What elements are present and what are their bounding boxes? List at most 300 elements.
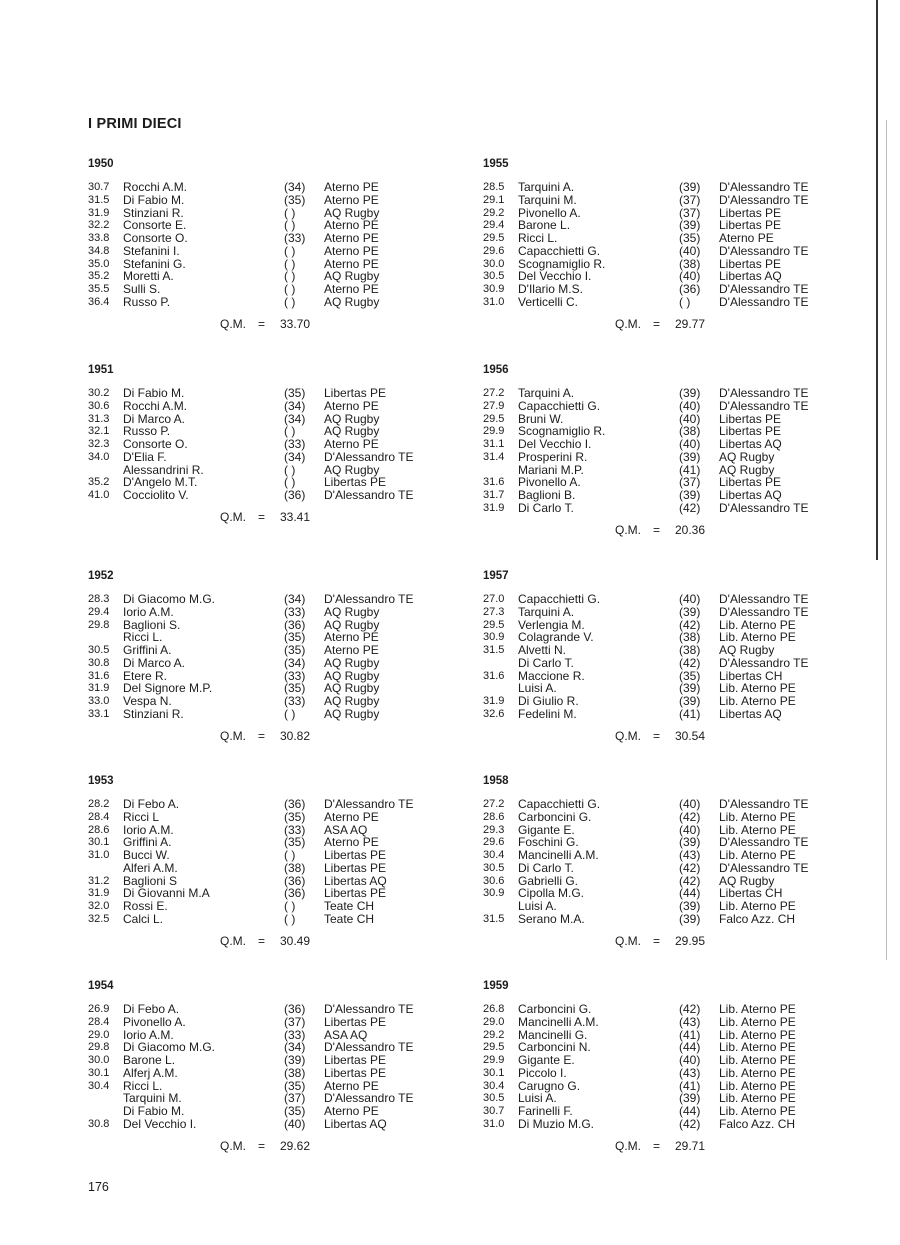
result-row — [483, 400, 863, 413]
athlete-year: (34) — [284, 1040, 306, 1055]
result-time: 31.9 — [88, 206, 110, 219]
athlete-name: Capacchietti G. — [518, 243, 601, 258]
athlete-year: (36) — [284, 488, 306, 502]
club-name: Falco Azz. CH — [719, 911, 796, 926]
athlete-year: (36) — [284, 1002, 306, 1016]
average-label: Q.M. — [615, 728, 641, 743]
athlete-year: (38) — [679, 643, 701, 657]
athlete-year: (41) — [679, 706, 701, 721]
average-label: Q.M. — [220, 509, 246, 524]
athlete-name: Di Fabio M. — [123, 192, 185, 207]
result-row — [88, 862, 468, 875]
average-label: Q.M. — [615, 522, 641, 537]
athlete-name: Di Marco A. — [123, 411, 186, 426]
club-name: D'Alessandro TE — [719, 243, 809, 258]
results-list — [88, 593, 468, 721]
athlete-year: (34) — [284, 180, 306, 194]
average-value: 33.70 — [280, 316, 311, 331]
result-row — [483, 708, 863, 721]
result-time: 32.3 — [88, 438, 110, 450]
athlete-name: Mancinelli A.M. — [518, 848, 599, 862]
average-value: 29.71 — [675, 1138, 706, 1153]
athlete-year: (42) — [679, 617, 701, 632]
athlete-name: Tarquini A. — [518, 180, 575, 194]
athlete-year: (38) — [679, 424, 701, 439]
results-list — [88, 1003, 468, 1131]
athlete-year: (35) — [284, 630, 306, 645]
athlete-year: ( ) — [284, 218, 296, 233]
result-row — [88, 181, 468, 194]
athlete-year: (40) — [679, 1053, 701, 1067]
athlete-name: Del Signore M.P. — [123, 681, 213, 696]
athlete-name: Colagrande V. — [518, 630, 594, 645]
result-row — [88, 657, 468, 670]
athlete-year: (39) — [679, 694, 701, 708]
athlete-name: Di Fabio M. — [123, 386, 185, 400]
club-name: Aterno PE — [324, 243, 379, 258]
athlete-year: (35) — [284, 192, 306, 207]
result-time: 30.2 — [88, 387, 110, 399]
athlete-year: ( ) — [284, 475, 296, 490]
club-name: Libertas PE — [719, 475, 782, 490]
scan-edge-line — [876, 0, 878, 560]
athlete-name: Di Carlo T. — [518, 500, 574, 515]
result-time: 27.0 — [483, 593, 505, 605]
section-year: 1957 — [483, 570, 509, 582]
result-time: 36.4 — [88, 295, 110, 308]
club-name: D'Alessandro TE — [719, 282, 809, 296]
result-row — [483, 232, 863, 245]
result-time: 35.5 — [88, 283, 110, 295]
club-name: AQ Rugby — [324, 269, 380, 284]
athlete-name: Sulli S. — [123, 282, 161, 296]
club-name: Lib. Aterno PE — [719, 1065, 796, 1080]
result-time: 30.4 — [88, 1079, 110, 1092]
athlete-year: (42) — [679, 655, 701, 670]
athlete-name: Gigante E. — [518, 1053, 575, 1067]
athlete-name: Di Giacomo M.G. — [123, 1040, 216, 1055]
result-row — [483, 644, 863, 657]
result-row — [483, 849, 863, 862]
section-year: 1959 — [483, 980, 509, 992]
result-row — [88, 387, 468, 400]
athlete-name: Pivonello A. — [518, 475, 581, 490]
athlete-year: (43) — [679, 1065, 701, 1080]
athlete-name: Di Giacomo M.G. — [123, 592, 216, 606]
athlete-name: Verlengia M. — [518, 617, 585, 632]
result-time: 31.4 — [483, 450, 505, 463]
athlete-name: Gigante E. — [518, 822, 575, 837]
athlete-year: (33) — [284, 822, 306, 837]
result-row — [88, 400, 468, 413]
average-label: Q.M. — [615, 316, 641, 331]
club-name: D'Alessandro TE — [719, 835, 809, 850]
result-time: 30.5 — [483, 270, 505, 283]
athlete-name: Luisi A. — [518, 899, 557, 913]
athlete-name: Iorio A.M. — [123, 822, 174, 837]
athlete-name: Fedelini M. — [518, 706, 577, 721]
athlete-year: (38) — [679, 256, 701, 271]
results-list — [483, 181, 863, 309]
club-name: Lib. Aterno PE — [719, 630, 796, 645]
athlete-year: (39) — [679, 681, 701, 696]
club-name: D'Alessandro TE — [719, 180, 809, 194]
result-time: 31.1 — [483, 438, 505, 450]
results-list — [483, 1003, 863, 1131]
club-name: AQ Rugby — [324, 694, 380, 708]
athlete-year: (38) — [679, 630, 701, 645]
athlete-name: Barone L. — [123, 1053, 176, 1067]
result-time: 30.5 — [88, 644, 110, 656]
average-line — [88, 317, 468, 331]
club-name: Lib. Aterno PE — [719, 809, 796, 824]
athlete-name: Luisi A. — [518, 681, 557, 696]
club-name: Lib. Aterno PE — [719, 1091, 796, 1106]
result-time: 33.8 — [88, 232, 110, 244]
athlete-name: Mancinelli G. — [518, 1027, 588, 1042]
athlete-year: (42) — [679, 873, 701, 888]
result-time: 34.0 — [88, 450, 110, 463]
athlete-year: (40) — [679, 411, 701, 426]
athlete-year: (42) — [679, 1116, 701, 1131]
athlete-name: Rossi E. — [123, 899, 168, 913]
result-row — [88, 593, 468, 606]
athlete-name: Capacchietti G. — [518, 592, 601, 606]
result-time: 31.3 — [88, 412, 110, 425]
athlete-year: (35) — [679, 668, 701, 683]
athlete-year: (35) — [284, 386, 306, 400]
athlete-name: Di Febo A. — [123, 1002, 180, 1016]
result-time: 32.6 — [483, 707, 505, 720]
athlete-year: (44) — [679, 1104, 701, 1118]
athlete-name: Di Muzio M.G. — [518, 1116, 595, 1131]
equals-sign: = — [258, 1138, 266, 1153]
club-name: ASA AQ — [324, 822, 368, 837]
average-value: 29.62 — [280, 1138, 311, 1153]
athlete-name: D'Ilario M.S. — [518, 282, 583, 296]
club-name: Libertas PE — [719, 411, 782, 426]
average-label: Q.M. — [615, 933, 641, 948]
athlete-name: Carboncini N. — [518, 1040, 591, 1055]
athlete-name: Del Vecchio I. — [518, 437, 592, 451]
athlete-name: Baglioni B. — [518, 488, 576, 502]
result-time: 28.2 — [88, 798, 110, 810]
athlete-year: (42) — [679, 1002, 701, 1016]
result-row — [483, 1054, 863, 1067]
result-time: 27.9 — [483, 399, 505, 412]
result-time: 32.2 — [88, 219, 110, 232]
club-name: D'Alessandro TE — [324, 1002, 414, 1016]
result-row — [88, 1054, 468, 1067]
athlete-year: (36) — [284, 797, 306, 811]
athlete-year: (39) — [679, 899, 701, 913]
result-time: 33.0 — [88, 695, 110, 707]
result-row — [88, 296, 468, 309]
athlete-name: Capacchietti G. — [518, 398, 601, 413]
page-title: I PRIMI DIECI — [88, 116, 182, 132]
club-name: Falco Azz. CH — [719, 1116, 796, 1131]
year-section-1955 — [483, 156, 863, 331]
result-time: 29.6 — [483, 836, 505, 849]
year-section-1959 — [483, 978, 863, 1153]
athlete-year: ( ) — [284, 294, 296, 309]
club-name: Lib. Aterno PE — [719, 1040, 796, 1055]
athlete-name: Tarquini M. — [123, 1091, 182, 1106]
year-section-1954 — [88, 978, 468, 1153]
athlete-name: Di Giulio R. — [518, 694, 579, 708]
athlete-name: Scognamiglio R. — [518, 424, 606, 439]
average-value: 30.82 — [280, 728, 311, 743]
athlete-name: Ricci L. — [518, 231, 558, 245]
athlete-year: ( ) — [679, 294, 691, 309]
equals-sign: = — [258, 933, 266, 948]
athlete-year: (35) — [284, 809, 306, 824]
athlete-name: Scognamiglio R. — [518, 256, 606, 271]
athlete-year: (37) — [679, 475, 701, 490]
athlete-year: (39) — [679, 1091, 701, 1106]
result-row — [483, 1067, 863, 1080]
athlete-year: (41) — [679, 1027, 701, 1042]
athlete-year: ( ) — [284, 243, 296, 258]
club-name: Aterno PE — [324, 630, 379, 645]
section-year: 1952 — [88, 570, 114, 582]
athlete-name: Alvetti N. — [518, 643, 567, 657]
year-section-1950 — [88, 156, 468, 331]
athlete-name: Carugno G. — [518, 1078, 581, 1093]
athlete-name: Tarquini A. — [518, 386, 575, 400]
club-name: Aterno PE — [324, 643, 379, 657]
athlete-name: Stefanini I. — [123, 243, 180, 258]
club-name: Lib. Aterno PE — [719, 1104, 796, 1118]
athlete-name: Carboncini G. — [518, 1002, 592, 1016]
athlete-year: (35) — [284, 1078, 306, 1093]
athlete-year: (39) — [679, 180, 701, 194]
equals-sign: = — [653, 728, 661, 743]
athlete-name: Di Giovanni M.A — [123, 886, 210, 901]
club-name: AQ Rugby — [324, 706, 380, 721]
result-time: 31.2 — [88, 874, 110, 887]
club-name: AQ Rugby — [324, 294, 380, 309]
average-value: 33.41 — [280, 509, 311, 524]
result-time: 30.9 — [483, 283, 505, 295]
result-time: 31.7 — [483, 489, 505, 501]
athlete-year: ( ) — [284, 256, 296, 271]
results-list — [88, 798, 468, 926]
athlete-name: Consorte E. — [123, 218, 187, 233]
result-time: 29.2 — [483, 206, 505, 219]
result-time: 27.2 — [483, 798, 505, 810]
equals-sign: = — [653, 933, 661, 948]
club-name: Lib. Aterno PE — [719, 1002, 796, 1016]
club-name: D'Alessandro TE — [719, 386, 809, 400]
result-row — [483, 387, 863, 400]
average-value: 30.54 — [675, 728, 706, 743]
result-row — [88, 811, 468, 824]
result-time: 28.4 — [88, 810, 110, 823]
athlete-name: Stinziani R. — [123, 706, 184, 721]
club-name: Lib. Aterno PE — [719, 899, 796, 913]
result-row — [88, 1118, 468, 1131]
club-name: AQ Rugby — [324, 604, 380, 619]
club-name: Libertas AQ — [719, 488, 782, 502]
club-name: AQ Rugby — [324, 681, 380, 696]
equals-sign: = — [258, 316, 266, 331]
result-time: 31.0 — [88, 849, 110, 861]
result-row — [483, 438, 863, 451]
athlete-name: Di Marco A. — [123, 655, 186, 670]
result-row — [483, 862, 863, 875]
result-time: 30.1 — [88, 1066, 110, 1079]
result-row — [88, 695, 468, 708]
average-line — [483, 317, 863, 331]
result-time: 29.5 — [483, 412, 505, 425]
club-name: D'Alessandro TE — [324, 1091, 414, 1106]
result-time: 31.9 — [88, 682, 110, 695]
result-time: 27.3 — [483, 605, 505, 618]
athlete-year: (42) — [679, 809, 701, 824]
result-time: 29.0 — [483, 1015, 505, 1028]
year-section-1951 — [88, 362, 468, 524]
athlete-name: Ricci L. — [123, 1078, 163, 1093]
result-time: 28.4 — [88, 1015, 110, 1028]
result-time: 30.1 — [483, 1066, 505, 1079]
average-value: 20.36 — [675, 522, 706, 537]
result-time: 31.6 — [483, 476, 505, 489]
result-row — [88, 606, 468, 619]
result-time: 30.8 — [88, 1117, 110, 1130]
club-name: Libertas PE — [324, 886, 387, 901]
athlete-name: Russo P. — [123, 424, 171, 439]
result-row — [88, 708, 468, 721]
athlete-year: (38) — [284, 860, 306, 875]
club-name: Libertas PE — [324, 1065, 387, 1080]
athlete-name: Alferj A.M. — [123, 1065, 178, 1080]
athlete-year: (40) — [679, 592, 701, 606]
club-name: D'Alessandro TE — [719, 655, 809, 670]
year-section-1952 — [88, 568, 468, 743]
results-list — [483, 593, 863, 721]
club-name: Libertas PE — [719, 218, 782, 233]
athlete-name: Tarquini A. — [518, 604, 575, 619]
result-time: 30.6 — [483, 874, 505, 887]
athlete-year: (43) — [679, 1014, 701, 1029]
result-row — [88, 1105, 468, 1118]
result-time: 29.8 — [88, 618, 110, 631]
year-section-1958 — [483, 773, 863, 948]
result-row — [483, 593, 863, 606]
club-name: Aterno PE — [324, 282, 379, 296]
result-time: 28.5 — [483, 181, 505, 193]
year-section-1957 — [483, 568, 863, 743]
result-time: 29.4 — [88, 605, 110, 618]
athlete-name: Moretti A. — [123, 269, 174, 284]
equals-sign: = — [258, 728, 266, 743]
club-name: Libertas CH — [719, 668, 783, 683]
result-row — [88, 849, 468, 862]
club-name: Libertas PE — [719, 256, 782, 271]
section-year: 1951 — [88, 364, 114, 376]
result-time: 30.9 — [483, 887, 505, 900]
result-time: 26.8 — [483, 1003, 505, 1015]
athlete-name: Alferi A.M. — [123, 860, 178, 875]
club-name: Aterno PE — [324, 180, 379, 194]
result-time: 30.0 — [483, 257, 505, 270]
athlete-name: Russo P. — [123, 294, 171, 309]
equals-sign: = — [258, 509, 266, 524]
result-row — [88, 1016, 468, 1029]
athlete-name: Serano M.A. — [518, 911, 585, 926]
athlete-name: Luisi A. — [518, 1091, 557, 1106]
results-list — [483, 798, 863, 926]
athlete-year: (39) — [679, 911, 701, 926]
club-name: AQ Rugby — [719, 462, 775, 477]
club-name: D'Alessandro TE — [324, 488, 414, 502]
athlete-year: (33) — [284, 231, 306, 245]
athlete-year: (37) — [284, 1014, 306, 1029]
club-name: AQ Rugby — [324, 411, 380, 426]
club-name: D'Alessandro TE — [719, 500, 809, 515]
year-section-1953 — [88, 773, 468, 948]
athlete-year: (40) — [284, 1116, 306, 1131]
athlete-year: (35) — [284, 643, 306, 657]
club-name: Aterno PE — [324, 1104, 379, 1118]
result-time: 28.6 — [483, 810, 505, 823]
athlete-name: Cipolla M.G. — [518, 886, 585, 901]
athlete-year: (36) — [284, 873, 306, 888]
club-name: D'Alessandro TE — [719, 294, 809, 309]
athlete-name: Stefanini G. — [123, 256, 186, 271]
result-time: 29.3 — [483, 823, 505, 836]
club-name: Lib. Aterno PE — [719, 1027, 796, 1042]
result-time: 31.0 — [483, 1117, 505, 1130]
results-list — [88, 181, 468, 309]
athlete-year: (37) — [679, 205, 701, 220]
athlete-name: Tarquini M. — [518, 192, 577, 207]
result-time: 31.0 — [483, 295, 505, 308]
club-name: AQ Rugby — [324, 655, 380, 670]
athlete-year: (39) — [679, 835, 701, 850]
athlete-year: ( ) — [284, 282, 296, 296]
athlete-year: (34) — [284, 411, 306, 426]
result-row — [88, 489, 468, 502]
result-row — [88, 798, 468, 811]
average-line — [88, 510, 468, 524]
club-name: Aterno PE — [719, 231, 774, 245]
club-name: Aterno PE — [324, 192, 379, 207]
average-line — [483, 523, 863, 537]
athlete-name: Gabrielli G. — [518, 873, 579, 888]
athlete-name: Bucci W. — [123, 848, 170, 862]
section-year: 1953 — [88, 775, 114, 787]
result-time: 30.8 — [88, 656, 110, 669]
club-name: AQ Rugby — [324, 462, 380, 477]
athlete-year: (35) — [284, 681, 306, 696]
section-year: 1950 — [88, 158, 114, 170]
club-name: AQ Rugby — [324, 424, 380, 439]
result-time: 31.5 — [483, 912, 505, 925]
athlete-name: Rocchi A.M. — [123, 180, 188, 194]
club-name: D'Alessandro TE — [719, 398, 809, 413]
club-name: Libertas PE — [324, 475, 387, 490]
athlete-name: Di Carlo T. — [518, 860, 574, 875]
average-line — [88, 1139, 468, 1153]
athlete-name: Baglioni S — [123, 873, 178, 888]
athlete-name: Alessandrini R. — [123, 462, 204, 477]
club-name: D'Alessandro TE — [719, 860, 809, 875]
result-time: 29.1 — [483, 193, 505, 206]
average-line — [483, 729, 863, 743]
result-time: 31.9 — [483, 695, 505, 707]
